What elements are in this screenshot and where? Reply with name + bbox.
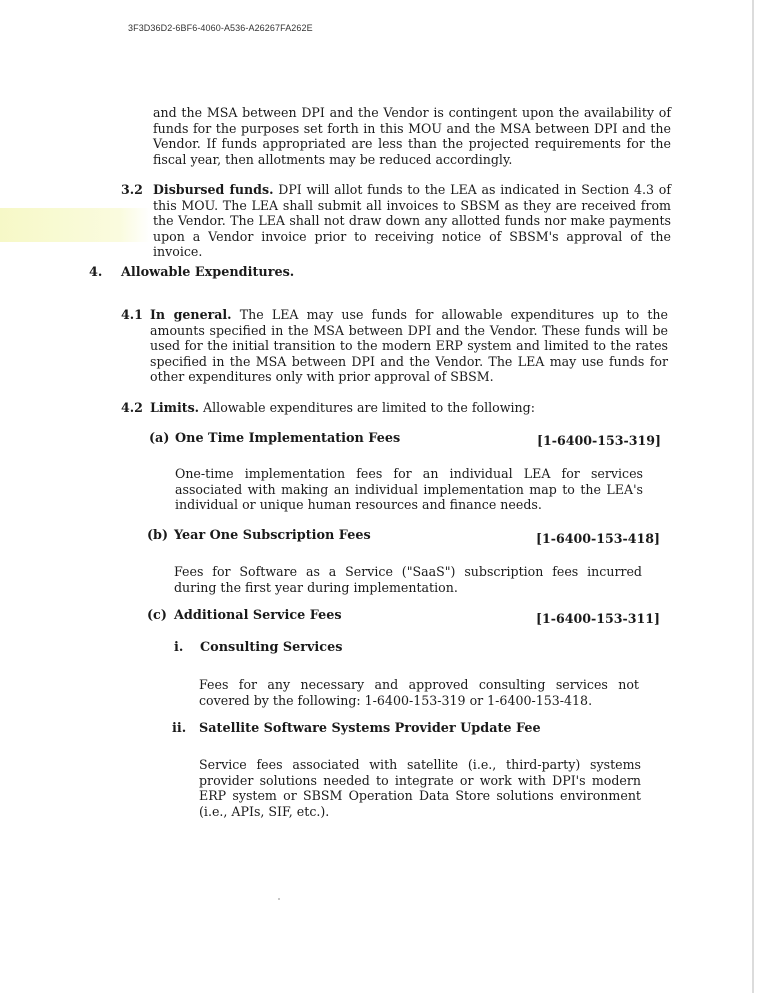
section-4-1-number: 4.1 <box>121 307 143 322</box>
section-4-1-paragraph <box>150 307 668 385</box>
section-4-2-text: Allowable expenditures are limited to the following: <box>199 400 535 415</box>
highlight-smudge <box>0 208 150 242</box>
section-4-2-heading: Limits. <box>150 400 200 415</box>
section-4-number: 4. <box>89 265 103 280</box>
section-3-2-heading: Disbursed funds. <box>153 182 274 197</box>
item-a-heading: One Time Implementation Fees <box>175 431 401 446</box>
item-a-text: One-time implementation fees for an individual LEA for services associated with making an individual implementation map to the LEA's individual or unique human resources and finance needs. <box>175 466 643 513</box>
item-c-label: (c) <box>147 608 167 623</box>
section-3-2-paragraph <box>153 182 671 260</box>
section-4-2-number: 4.2 <box>121 400 143 415</box>
scan-speck <box>278 898 280 900</box>
subitem-ii-heading: Satellite Software Systems Provider Update Fee <box>199 721 541 736</box>
item-a-account-code: [1-6400-153-319] <box>537 433 661 448</box>
subitem-ii-text: Service fees associated with satellite (i.e., third-party) systems provider solutions needed to integrate or work with DPI's modern ERP system or SBSM Operation Data Store solutions environment (i.e., APIs, SIF, etc.). <box>199 757 641 819</box>
scan-page-edge <box>752 0 754 993</box>
item-b-label: (b) <box>147 528 169 543</box>
section-4-2-paragraph <box>150 400 668 416</box>
section-3-2-number: 3.2 <box>121 182 143 197</box>
item-b-heading: Year One Subscription Fees <box>174 528 371 543</box>
section-4-heading: Allowable Expenditures. <box>121 265 295 280</box>
item-c-account-code: [1-6400-153-311] <box>536 611 660 626</box>
item-c-heading: Additional Service Fees <box>174 608 342 623</box>
section-3-2-text: DPI will allot funds to the LEA as indicated in Section 4.3 of this MOU. The LEA shall submit all invoices to SBSM as they are received from the Vendor. The LEA shall not draw down any allotted funds nor make payments upon a Vendor invoice prior to receiving notice of SBSM's approval of the invoice. <box>153 182 671 260</box>
subitem-i-heading: Consulting Services <box>200 640 343 655</box>
section-4-1-text: The LEA may use funds for allowable expenditures up to the amounts specified in the MSA between DPI and the Vendor. These funds will be used for the initial transition to the modern ERP system and limited to the rates specified in the MSA between DPI and the Vendor. The LEA may use funds for other expenditures only with prior approval of SBSM. <box>150 307 668 385</box>
item-a-label: (a) <box>149 431 170 446</box>
section-3-1-continuation: and the MSA between DPI and the Vendor is contingent upon the availability of funds for the purposes set forth in this MOU and the MSA between DPI and the Vendor. If funds appropriated are less than the projected requirements for the fiscal year, then allotments may be reduced accordingly. <box>153 105 671 167</box>
subitem-i-text: Fees for any necessary and approved consulting services not covered by the following: 1-6400-153-319 or 1-6400-153-418. <box>199 677 639 708</box>
subitem-i-label: i. <box>174 640 184 655</box>
item-b-account-code: [1-6400-153-418] <box>536 531 660 546</box>
document-id: 3F3D36D2-6BF6-4060-A536-A26267FA262E <box>128 23 313 33</box>
item-b-text: Fees for Software as a Service ("SaaS") subscription fees incurred during the first year during implementation. <box>174 564 642 595</box>
section-4-1-heading: In general. <box>150 307 232 322</box>
subitem-ii-label: ii. <box>172 721 187 736</box>
